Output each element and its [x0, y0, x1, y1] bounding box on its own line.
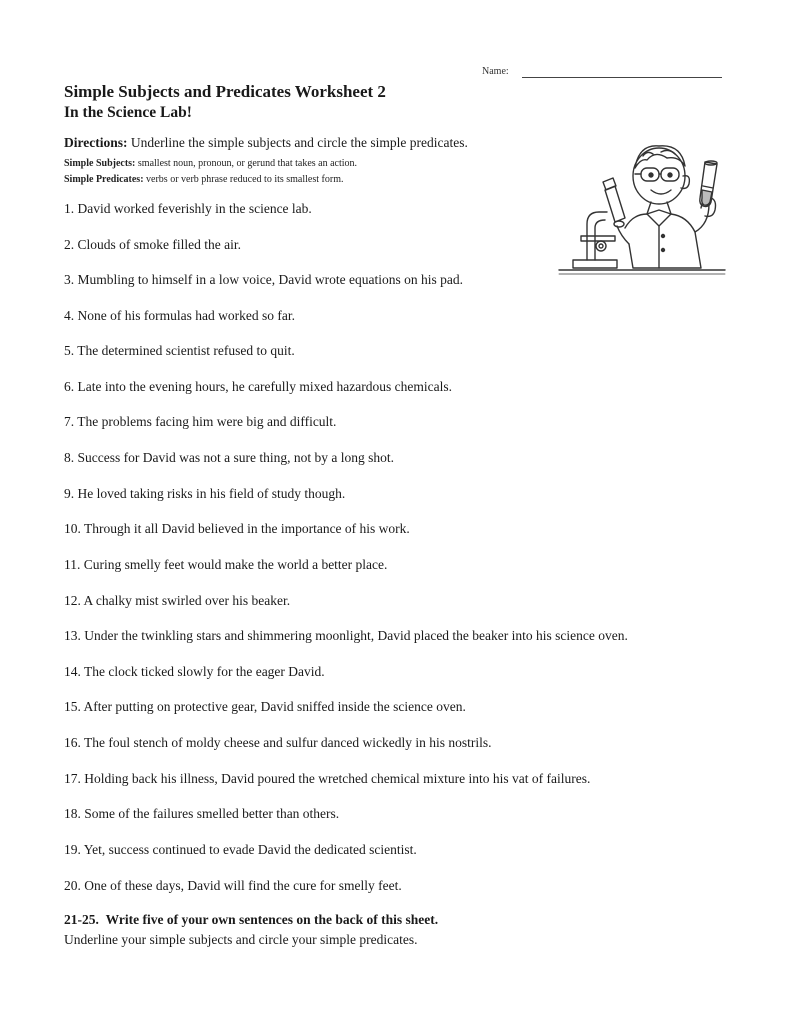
list-item: 16. The foul stench of moldy cheese and sulfur danced wickedly in his nostrils.	[64, 735, 492, 750]
list-item: 7. The problems facing him were big and difficult.	[64, 414, 337, 429]
list-item: 10. Through it all David believed in the importance of his work.	[64, 521, 410, 536]
list-item: 12. A chalky mist swirled over his beaker.	[64, 592, 291, 608]
definition-term: Simple Subjects:	[64, 158, 136, 169]
worksheet-title: Simple Subjects and Predicates Worksheet 2	[64, 82, 386, 101]
list-item: 4. None of his formulas had worked so far.	[64, 307, 295, 323]
list-item: 6. Late into the evening hours, he carefully mixed hazardous chemicals.	[64, 378, 452, 394]
list-item: 5. The determined scientist refused to quit.	[64, 343, 295, 358]
extension-range: 21-25.	[64, 912, 99, 927]
definition-simple-predicates	[64, 174, 343, 185]
list-item: 1. David worked feverishly in the science lab.	[64, 201, 312, 216]
scientist-microscope-icon	[555, 128, 727, 286]
list-item: 13. Under the twinkling stars and shimmering moonlight, David placed the beaker into his science oven.	[64, 628, 628, 643]
list-item: 15. After putting on protective gear, David sniffed inside the science oven.	[64, 699, 466, 714]
list-item: 8. Success for David was not a sure thing, not by a long shot.	[64, 450, 394, 465]
extension-note: Underline your simple subjects and circle your simple predicates.	[64, 932, 418, 947]
list-item: 20. One of these days, David will find the cure for smelly feet.	[64, 877, 402, 893]
worksheet-subtitle: In the Science Lab!	[64, 104, 192, 121]
extension-instruction	[64, 912, 438, 928]
list-item: 17. Holding back his illness, David poured the wretched chemical mixture into his vat of failures.	[64, 770, 591, 786]
list-item: 9. He loved taking risks in his field of study though.	[64, 485, 346, 501]
list-item: 2. Clouds of smoke filled the air.	[64, 236, 241, 252]
list-item: 11. Curing smelly feet would make the world a better place.	[64, 557, 388, 572]
definition-term: Simple Predicates:	[64, 174, 144, 185]
list-item: 19. Yet, success continued to evade David the dedicated scientist.	[64, 842, 417, 857]
directions	[64, 135, 468, 151]
list-item: 3. Mumbling to himself in a low voice, David wrote equations on his pad.	[64, 272, 463, 287]
list-item: 18. Some of the failures smelled better than others.	[64, 806, 340, 821]
name-field-line[interactable]	[522, 77, 722, 78]
directions-text: Underline the simple subjects and circle the simple predicates.	[130, 135, 468, 150]
definition-text: smallest noun, pronoun, or gerund that takes an action.	[137, 158, 358, 169]
extension-text: Write five of your own sentences on the back of this sheet.	[105, 912, 439, 927]
definition-simple-subjects	[64, 158, 357, 169]
directions-label: Directions:	[64, 135, 128, 150]
list-item: 14. The clock ticked slowly for the eager David.	[64, 663, 325, 679]
name-label: Name:	[482, 66, 509, 77]
definition-text: verbs or verb phrase reduced to its smallest form.	[146, 174, 344, 185]
